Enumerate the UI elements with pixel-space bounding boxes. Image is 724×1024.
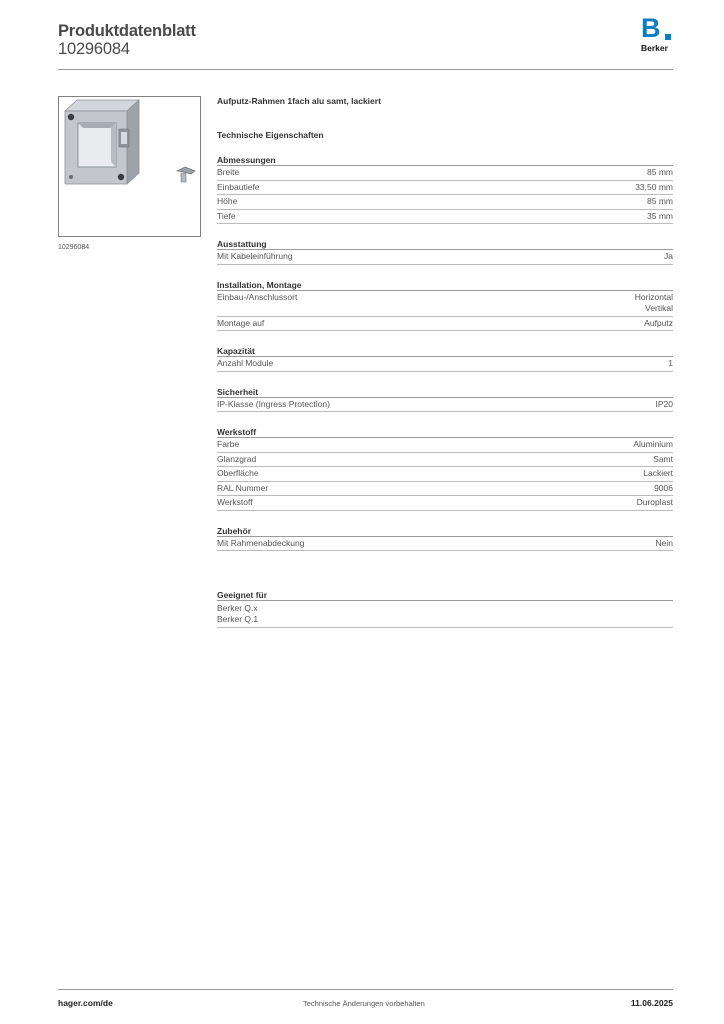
spec-value-line: 85 mm: [647, 167, 673, 177]
spec-value-line: 9006: [654, 482, 673, 493]
spec-row: [217, 398, 673, 413]
spec-label: Anzahl Module: [217, 358, 274, 368]
spec-group-title: Werkstoff: [217, 426, 673, 438]
document-number: 10296084: [58, 40, 130, 58]
spec-value-line: Samt: [653, 453, 673, 464]
spec-group-title: Ausstattung: [217, 238, 673, 250]
spec-row: [217, 210, 673, 225]
spec-value: [647, 196, 673, 208]
spec-value: [654, 483, 673, 495]
spec-group: [217, 238, 673, 265]
spec-row: [217, 166, 673, 181]
spec-group: [217, 154, 673, 224]
spec-row: [217, 181, 673, 196]
logo-dot: [665, 34, 671, 40]
header-divider: [58, 69, 673, 70]
spec-label: Montage auf: [217, 317, 265, 328]
spec-row: [217, 250, 673, 265]
spec-value: [656, 538, 673, 550]
spec-value: [668, 358, 673, 370]
spec-value-line: Duroplast: [636, 497, 673, 507]
spec-value: [643, 468, 673, 480]
spec-label: Tiefe: [217, 210, 236, 221]
spec-label: Einbau-/Anschlussort: [217, 291, 298, 302]
spec-groups: [217, 154, 673, 551]
spec-group: [217, 345, 673, 372]
suitable-for-title: Geeignet für: [217, 589, 673, 601]
spec-value-line: Horizontal: [634, 291, 673, 302]
spec-value: [664, 251, 673, 263]
spec-label: Oberfläche: [217, 468, 259, 478]
suitable-for-item: Berker Q.1: [217, 614, 259, 624]
spec-value: [637, 497, 673, 509]
spec-value-line: 35 mm: [647, 210, 673, 221]
logo-letter: B: [641, 13, 661, 43]
spec-row: [217, 195, 673, 210]
spec-value: [653, 454, 673, 466]
spec-label: Höhe: [217, 196, 238, 206]
spec-value: [647, 211, 673, 223]
spec-group: [217, 525, 673, 552]
spec-group: [217, 426, 673, 511]
footer-notice: Technische Änderungen vorbehalten: [303, 999, 425, 1008]
product-image: [58, 96, 201, 237]
suitable-for-list: [217, 601, 673, 628]
spec-label: IP-Klasse (Ingress Protection): [217, 398, 330, 409]
spec-row: [217, 537, 673, 552]
product-name: Aufputz-Rahmen 1fach alu samt, lackiert: [217, 96, 381, 106]
spec-value-line: Aufputz: [644, 317, 673, 328]
spec-value: [656, 399, 674, 411]
spec-row: [217, 357, 673, 372]
spec-label: Werkstoff: [217, 497, 253, 507]
spec-value: [644, 318, 673, 330]
spec-row: [217, 467, 673, 482]
section-title: Technische Eigenschaften: [217, 130, 324, 140]
spec-value-line: 1: [668, 358, 673, 368]
spec-label: Breite: [217, 167, 240, 177]
image-caption: 10296084: [58, 244, 90, 251]
logo-brand-text: Berker: [641, 43, 668, 53]
spec-row: [217, 438, 673, 453]
spec-row: [217, 453, 673, 468]
spec-value-line: Ja: [664, 251, 673, 261]
document-title: Produktdatenblatt: [58, 22, 196, 40]
suitable-for-item: Berker Q.x: [217, 603, 258, 613]
footer-date: 11.06.2025: [630, 998, 673, 1008]
spec-label: RAL Nummer: [217, 482, 269, 493]
spec-label: Mit Kabeleinführung: [217, 251, 293, 261]
spec-label: Glanzgrad: [217, 453, 257, 464]
spec-value-line: 33,50 mm: [635, 181, 673, 192]
spec-label: Einbautiefe: [217, 181, 260, 192]
spec-group-title: Kapazität: [217, 345, 673, 357]
spec-value: [647, 167, 673, 179]
berker-logo: [639, 13, 675, 54]
spec-value: [635, 292, 673, 315]
spec-group: [217, 386, 673, 413]
spec-group-title: Zubehör: [217, 525, 673, 537]
spec-content: [217, 94, 673, 628]
spec-value-line: 85 mm: [647, 196, 673, 206]
spec-value-line: Aluminium: [633, 439, 673, 449]
spec-value: [633, 439, 673, 451]
spec-value: [635, 182, 673, 194]
spec-row: [217, 317, 673, 332]
spec-row: [217, 291, 673, 317]
footer-website[interactable]: hager.com/de: [58, 998, 113, 1008]
spec-group-title: Abmessungen: [217, 154, 673, 166]
spec-group: [217, 279, 673, 332]
document-header: [58, 20, 673, 70]
spec-group-title: Sicherheit: [217, 386, 673, 398]
spec-value-line: Vertikal: [645, 303, 673, 313]
surface-frame-product-photo-icon: [59, 97, 200, 236]
spec-value-line: IP20: [655, 398, 673, 409]
spec-row: [217, 482, 673, 497]
spec-group-title: Installation, Montage: [217, 279, 673, 291]
spec-value-line: Nein: [655, 537, 673, 548]
spec-row: [217, 496, 673, 511]
suitable-for-group: [217, 589, 673, 628]
spec-value-line: Lackiert: [643, 468, 673, 478]
spec-label: Mit Rahmenabdeckung: [217, 537, 305, 548]
footer-divider: [58, 989, 673, 990]
spec-label: Farbe: [217, 439, 240, 449]
